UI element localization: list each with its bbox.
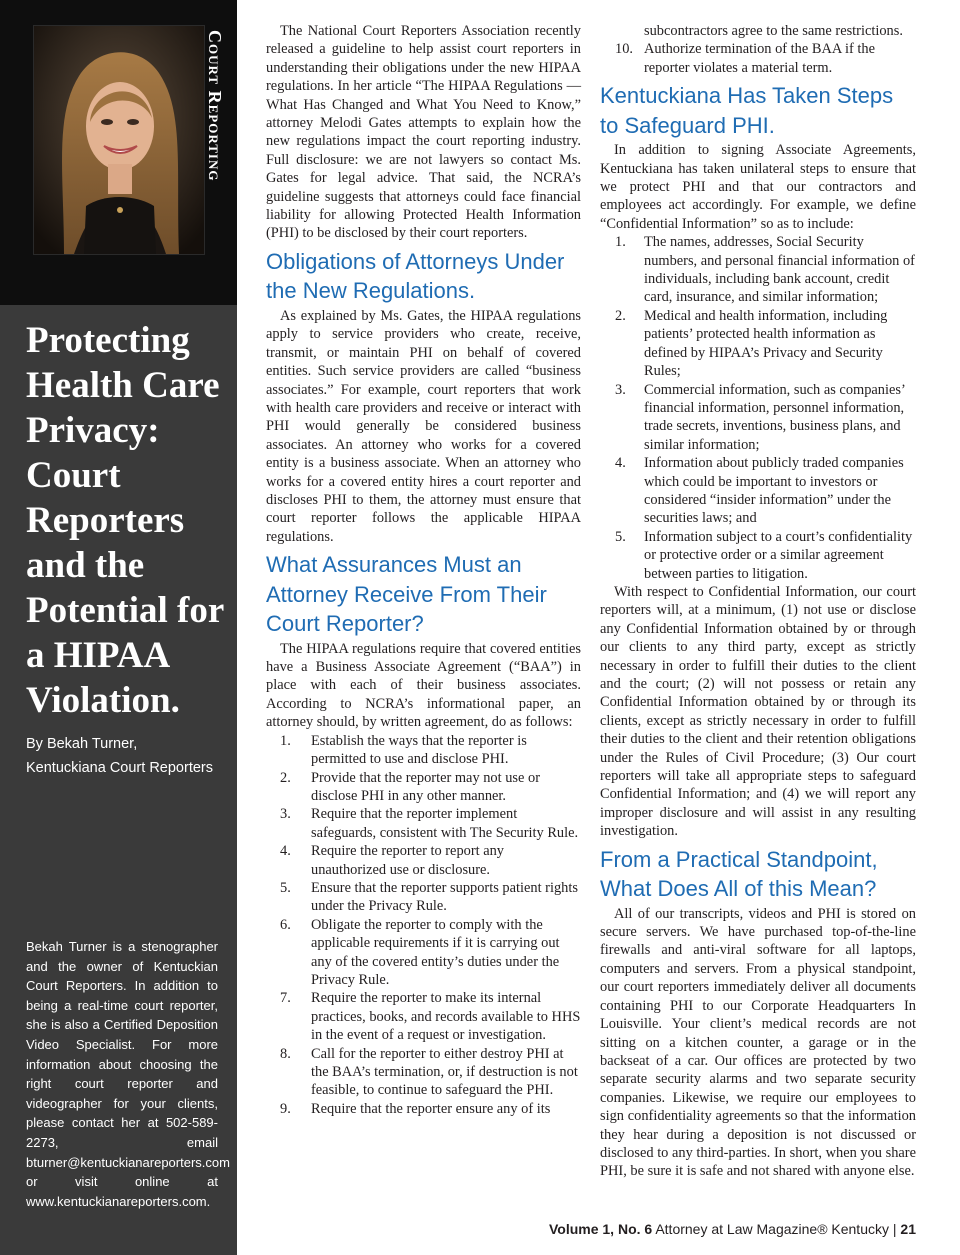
- footer-volume: Volume 1, No. 6: [548, 1221, 653, 1237]
- list-item: 2. Medical and health information, including patients’ protected health information as defined by HIPAA’s Privacy and Security Rules;: [615, 307, 888, 380]
- obligations-paragraph: As explained by Ms. Gates, the HIPAA regulations apply to service providers who create, receive, transmit, or maintain PHI on behalf of covered entities. Such service providers are called “business associates.” For example, court reporters that work with health care providers and receive or interact with PHI would generally be considered business associates. An attorney who works for a covered entity is a business associate. When an attorney who works for a covered entity hires a court reporter and discloses PHI to them, the attorney must ensure that court reporter follows the applicable HIPAA regulations.: [266, 307, 581, 545]
- kentuckiana-paragraph: In addition to signing Associate Agreements, Kentuckiana has taken unilateral steps to ensure that we protect PHI and that our contractors and employees act accordingly. For example, we define “Confidential Information” so as to include:: [600, 142, 916, 232]
- byline: [26, 732, 231, 780]
- list-item: 4. Require the reporter to report any unauthorized use or disclosure.: [280, 843, 504, 878]
- list-item: 8. Call for the reporter to either destroy PHI at the BAA’s termination, or, if destruction is not feasible, to continue to safeguard the PHI.: [280, 1045, 578, 1099]
- author-bio: Bekah Turner is a stenographer and the owner of Kentuckian Court Reporters. In addition to being a real-time court reporter, she is also a Certified Deposition Video Specialist. For more information about choosing the right court reporter and videographer for your clients, please contact her at 502-589-2273, email bturner@kentuckianareporters.com or visit online at www.kentuckianareporters.com.: [26, 939, 230, 1209]
- list-item: 6. Obligate the reporter to comply with the applicable requirements if it is carrying out any of the covered entity’s duties under the Privacy Rule.: [280, 916, 560, 988]
- list-item: 1. The names, addresses, Social Security numbers, and personal financial information of individuals, including bank account, credit card, insurance, and similar information;: [615, 234, 915, 306]
- author-photo-block: [0, 0, 237, 305]
- intro-paragraph: The National Court Reporters Association recently released a guideline to help assist court reporters in understanding their obligations under the new HIPAA regulations. In her article “The HIPAA Regulations — What Has Changed and What You Need to Know,” attorney Melodi Gates attempts to explain how the new regulations impact the court reporting industry. Full disclosure: we are not lawyers so contact Ms. Gates for legal advice. That said, the NCRA’s guideline suggests that attorneys could face financial liability for allowing Protected Health Information (PHI) to be disclosed by their court reporters.: [266, 23, 581, 242]
- baa-requirements-list-continued: [600, 22, 916, 77]
- byline-author: By Bekah Turner,: [26, 736, 138, 752]
- list-item: 9. Require that the reporter ensure any of its: [280, 1100, 551, 1117]
- byline-company: Kentuckiana Court Reporters: [26, 760, 213, 776]
- practical-paragraph: All of our transcripts, videos and PHI is stored on secure servers. We have purchased top-of-the-line firewalls and anti-viral software for all laptops, computers and servers. From a physical standpoint, our court reporters immediately deliver all documents containing PHI to our Corporate Headquarters In Louisville. Your client’s medical records are not sitting on a kitchen counter, a garage or in the backseat of a car. Our offices are protected by two separate security alarms and two separate security companies. Likewise, we require our employees to sign confidentiality agreements so that the information they hear during a deposition is not discussed or disclosed to any third-parties. In short, when you share PHI, be sure it is safe and not shared with anyone else.: [600, 905, 916, 1180]
- page-number: 21: [900, 1221, 916, 1237]
- list-item: 3. Commercial information, such as companies’ financial information, personnel information, trade secrets, inventions, business plans, and similar information;: [615, 381, 905, 453]
- list-item: 3. Require that the reporter implement safeguards, consistent with The Security Rule.: [280, 806, 579, 841]
- author-portrait-image: [34, 26, 204, 254]
- section-heading-obligations: Obligations of Attorneys Under the New Regulations.: [266, 248, 565, 304]
- list-item-continued: subcontractors agree to the same restrictions.: [644, 23, 903, 39]
- confidential-information-list: [600, 233, 916, 583]
- section-label: Court Reporting: [205, 30, 225, 182]
- list-item: 5. Information subject to a court’s confidentiality or protective order or a similar agreement between parties to litigation.: [615, 528, 913, 582]
- list-item: 4. Information about publicly traded companies which could be important to investors or considered “insider information” under the securities laws; and: [615, 455, 904, 527]
- list-item: 7. Require the reporter to make its internal practices, books, and records available to HHS in the event of a request or investigation.: [280, 990, 581, 1044]
- article-title: Protecting Health Care Privacy: Court Reporters and the Potential for a HIPAA Violation.: [26, 320, 224, 721]
- article-column-right: [600, 22, 916, 1181]
- article-column-middle: [266, 22, 581, 1118]
- author-photo: [33, 25, 205, 255]
- list-item: 1. Establish the ways that the reporter is permitted to use and disclose PHI.: [280, 732, 527, 768]
- footer-magazine: Attorney at Law Magazine® Kentucky: [655, 1221, 889, 1237]
- footer-separator: |: [892, 1221, 897, 1237]
- section-heading-assurances: What Assurances Must an Attorney Receive From Their Court Reporter?: [266, 552, 547, 637]
- assurances-paragraph: The HIPAA regulations require that covered entities have a Business Associate Agreement (“BAA”) in place with each of their business associates. According to NCRA’s informational paper, an attorney should, by written agreement, do as follows:: [266, 640, 581, 731]
- list-item: 2. Provide that the reporter may not use or disclose PHI in any other manner.: [280, 769, 540, 804]
- baa-requirements-list: [266, 732, 581, 1119]
- list-item: 10. Authorize termination of the BAA if the reporter violates a material term.: [615, 41, 875, 76]
- section-heading-practical: From a Practical Standpoint, What Does All of this Mean?: [600, 846, 878, 902]
- list-item: 5. Ensure that the reporter supports patient rights under the Privacy Rule.: [280, 879, 578, 915]
- page-footer: [549, 1221, 916, 1237]
- confidential-information-paragraph: With respect to Confidential Information, our court reporters will, at a minimum, (1) not use or disclose any Confidential Information obtained by or through our clients to any third party, except as strictly necessary in order to fulfill their duties to the client and the court; (2) will not possess or retain any Confidential Information obtained by or through its clients, except as strictly necessary in order to fulfill their duties to the client and their retention obligations under the Rules of Civil Procedure; (3) Our court reporters will take all appropriate steps to safeguard Confidential Information; and (4) we will report any improper disclosure and will assist in any resulting investigation.: [600, 583, 916, 840]
- sidebar: [0, 0, 237, 1255]
- section-heading-kentuckiana: Kentuckiana Has Taken Steps to Safeguard PHI.: [600, 83, 894, 138]
